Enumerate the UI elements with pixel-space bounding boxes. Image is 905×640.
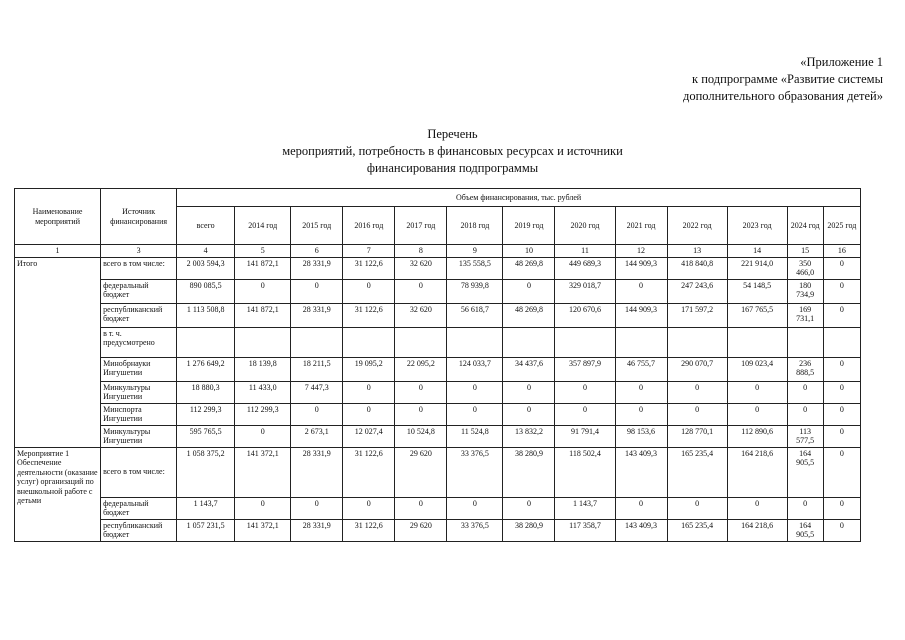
- amount-cell: 10 524,8: [395, 425, 447, 447]
- amount-cell: 144 909,3: [615, 303, 667, 327]
- column-number: 14: [727, 245, 787, 258]
- amount-cell: 38 280,9: [503, 447, 555, 497]
- amount-cell: [503, 327, 555, 357]
- column-number: 1: [15, 245, 101, 258]
- amount-cell: 890 085,5: [177, 279, 235, 303]
- amount-cell: [235, 327, 291, 357]
- amount-cell: 165 235,4: [667, 447, 727, 497]
- table-row: [15, 381, 861, 403]
- column-number: 5: [235, 245, 291, 258]
- amount-cell: 54 148,5: [727, 279, 787, 303]
- amount-cell: 112 299,3: [235, 403, 291, 425]
- table-row: [15, 425, 861, 447]
- activity-name: Мероприятие 1 Обеспечение деятельности (оказание услуг) организаций по внешкольной работе с детьми: [15, 447, 101, 541]
- amount-cell: 48 269,8: [503, 303, 555, 327]
- amount-cell: 98 153,6: [615, 425, 667, 447]
- amount-cell: [615, 327, 667, 357]
- column-number: 15: [787, 245, 823, 258]
- header-volume: Объем финансирования, тыс. рублей: [177, 189, 861, 207]
- amount-cell: [447, 327, 503, 357]
- amount-cell: [787, 327, 823, 357]
- funding-source: республиканский бюджет: [101, 303, 177, 327]
- heading-title: Перечень: [427, 127, 478, 141]
- amount-cell: [395, 327, 447, 357]
- amount-cell: 0: [615, 279, 667, 303]
- amount-cell: 418 840,8: [667, 257, 727, 279]
- amount-cell: 0: [823, 381, 860, 403]
- amount-cell: 0: [555, 403, 615, 425]
- amount-cell: [823, 327, 860, 357]
- header-year: 2016 год: [343, 207, 395, 245]
- amount-cell: 0: [727, 497, 787, 519]
- funding-source: Минкультуры Ингушетии: [101, 425, 177, 447]
- amount-cell: 33 376,5: [447, 519, 503, 541]
- amount-cell: 350 466,0: [787, 257, 823, 279]
- amount-cell: 22 095,2: [395, 357, 447, 381]
- amount-cell: 33 376,5: [447, 447, 503, 497]
- amount-cell: [667, 327, 727, 357]
- amount-cell: 1 113 508,8: [177, 303, 235, 327]
- column-number: 7: [343, 245, 395, 258]
- amount-cell: 167 765,5: [727, 303, 787, 327]
- amount-cell: [343, 327, 395, 357]
- amount-cell: 19 095,2: [343, 357, 395, 381]
- amount-cell: 595 765,5: [177, 425, 235, 447]
- document-heading: [0, 126, 905, 177]
- amount-cell: 29 620: [395, 519, 447, 541]
- amount-cell: 120 670,6: [555, 303, 615, 327]
- amount-cell: 31 122,6: [343, 519, 395, 541]
- amount-cell: 0: [343, 403, 395, 425]
- table-row: [15, 497, 861, 519]
- header-name: Наименование мероприятий: [15, 189, 101, 245]
- amount-cell: 169 731,1: [787, 303, 823, 327]
- header-year: 2017 год: [395, 207, 447, 245]
- amount-cell: 164 218,6: [727, 447, 787, 497]
- amount-cell: 0: [823, 357, 860, 381]
- amount-cell: 11 524,8: [447, 425, 503, 447]
- amount-cell: 29 620: [395, 447, 447, 497]
- amount-cell: 0: [667, 381, 727, 403]
- column-number: 9: [447, 245, 503, 258]
- amount-cell: 0: [823, 497, 860, 519]
- funding-source: федеральный бюджет: [101, 279, 177, 303]
- amount-cell: 0: [727, 381, 787, 403]
- amount-cell: 1 143,7: [555, 497, 615, 519]
- activity-name: Итого: [15, 257, 101, 447]
- amount-cell: 0: [447, 497, 503, 519]
- amount-cell: 2 003 594,3: [177, 257, 235, 279]
- appendix-line: «Приложение 1: [800, 55, 883, 69]
- amount-cell: [177, 327, 235, 357]
- amount-cell: 0: [823, 279, 860, 303]
- amount-cell: 0: [291, 403, 343, 425]
- amount-cell: 48 269,8: [503, 257, 555, 279]
- amount-cell: 165 235,4: [667, 519, 727, 541]
- amount-cell: 32 620: [395, 257, 447, 279]
- amount-cell: 34 437,6: [503, 357, 555, 381]
- amount-cell: 1 276 649,2: [177, 357, 235, 381]
- table-row: [15, 327, 861, 357]
- funding-source: республиканский бюджет: [101, 519, 177, 541]
- amount-cell: 1 058 375,2: [177, 447, 235, 497]
- amount-cell: 28 331,9: [291, 519, 343, 541]
- amount-cell: 0: [291, 497, 343, 519]
- table-row: [15, 279, 861, 303]
- column-number: 11: [555, 245, 615, 258]
- amount-cell: 0: [395, 403, 447, 425]
- heading-line: финансирования подпрограммы: [366, 161, 539, 175]
- amount-cell: 329 018,7: [555, 279, 615, 303]
- amount-cell: 0: [395, 497, 447, 519]
- amount-cell: 56 618,7: [447, 303, 503, 327]
- amount-cell: 0: [503, 279, 555, 303]
- amount-cell: 141 372,1: [235, 519, 291, 541]
- amount-cell: 0: [235, 279, 291, 303]
- column-number: 16: [823, 245, 860, 258]
- appendix-line: к подпрограмме «Развитие системы: [692, 72, 883, 86]
- amount-cell: 171 597,2: [667, 303, 727, 327]
- amount-cell: 7 447,3: [291, 381, 343, 403]
- amount-cell: 357 897,9: [555, 357, 615, 381]
- amount-cell: 0: [615, 381, 667, 403]
- amount-cell: 46 755,7: [615, 357, 667, 381]
- amount-cell: 135 558,5: [447, 257, 503, 279]
- amount-cell: [555, 327, 615, 357]
- table-row: [15, 447, 861, 497]
- funding-source: всего в том числе:: [101, 257, 177, 279]
- amount-cell: 0: [447, 403, 503, 425]
- amount-cell: 1 143,7: [177, 497, 235, 519]
- amount-cell: [727, 327, 787, 357]
- amount-cell: 12 027,4: [343, 425, 395, 447]
- amount-cell: 143 409,3: [615, 447, 667, 497]
- amount-cell: 0: [395, 279, 447, 303]
- amount-cell: 0: [343, 497, 395, 519]
- amount-cell: 143 409,3: [615, 519, 667, 541]
- amount-cell: 0: [615, 403, 667, 425]
- amount-cell: 38 280,9: [503, 519, 555, 541]
- amount-cell: 113 577,5: [787, 425, 823, 447]
- funding-source: федеральный бюджет: [101, 497, 177, 519]
- amount-cell: 18 211,5: [291, 357, 343, 381]
- table-row: [15, 403, 861, 425]
- header-year: 2024 год: [787, 207, 823, 245]
- column-number: 3: [101, 245, 177, 258]
- heading-line: мероприятий, потребность в финансовых ресурсах и источники: [282, 144, 623, 158]
- amount-cell: 128 770,1: [667, 425, 727, 447]
- table-row: [15, 357, 861, 381]
- amount-cell: 13 832,2: [503, 425, 555, 447]
- amount-cell: 180 734,9: [787, 279, 823, 303]
- header-year: 2015 год: [291, 207, 343, 245]
- amount-cell: 0: [823, 425, 860, 447]
- header-year: 2014 год: [235, 207, 291, 245]
- header-year: 2019 год: [503, 207, 555, 245]
- amount-cell: 0: [343, 381, 395, 403]
- amount-cell: 0: [727, 403, 787, 425]
- table-row: [15, 519, 861, 541]
- amount-cell: 0: [343, 279, 395, 303]
- funding-source: всего в том числе:: [101, 447, 177, 497]
- amount-cell: 112 890,6: [727, 425, 787, 447]
- amount-cell: 0: [823, 303, 860, 327]
- column-number: 6: [291, 245, 343, 258]
- amount-cell: 164 218,6: [727, 519, 787, 541]
- amount-cell: 0: [615, 497, 667, 519]
- column-number: 10: [503, 245, 555, 258]
- amount-cell: 28 331,9: [291, 257, 343, 279]
- funding-source: Минобрнауки Ингушетии: [101, 357, 177, 381]
- amount-cell: 0: [823, 447, 860, 497]
- amount-cell: 0: [395, 381, 447, 403]
- amount-cell: 31 122,6: [343, 257, 395, 279]
- amount-cell: 0: [823, 519, 860, 541]
- header-total: всего: [177, 207, 235, 245]
- amount-cell: 28 331,9: [291, 303, 343, 327]
- table-row: [15, 303, 861, 327]
- appendix-note: [683, 54, 883, 105]
- amount-cell: 0: [667, 403, 727, 425]
- amount-cell: 449 689,3: [555, 257, 615, 279]
- amount-cell: 0: [503, 497, 555, 519]
- amount-cell: 117 358,7: [555, 519, 615, 541]
- amount-cell: 141 872,1: [235, 257, 291, 279]
- amount-cell: 32 620: [395, 303, 447, 327]
- amount-cell: 236 888,5: [787, 357, 823, 381]
- amount-cell: 109 023,4: [727, 357, 787, 381]
- amount-cell: 0: [787, 403, 823, 425]
- financing-table: [14, 188, 861, 542]
- header-year: 2020 год: [555, 207, 615, 245]
- column-number: 12: [615, 245, 667, 258]
- amount-cell: 0: [291, 279, 343, 303]
- header-year: 2018 год: [447, 207, 503, 245]
- amount-cell: 112 299,3: [177, 403, 235, 425]
- amount-cell: 0: [503, 381, 555, 403]
- amount-cell: 118 502,4: [555, 447, 615, 497]
- header-year: 2025 год: [823, 207, 860, 245]
- amount-cell: 290 070,7: [667, 357, 727, 381]
- amount-cell: 31 122,6: [343, 303, 395, 327]
- amount-cell: 0: [555, 381, 615, 403]
- amount-cell: 18 139,8: [235, 357, 291, 381]
- column-number: 8: [395, 245, 447, 258]
- table-row: [15, 257, 861, 279]
- column-number-row: [15, 245, 861, 258]
- amount-cell: 164 905,5: [787, 447, 823, 497]
- amount-cell: 28 331,9: [291, 447, 343, 497]
- amount-cell: 2 673,1: [291, 425, 343, 447]
- appendix-line: дополнительного образования детей»: [683, 89, 883, 103]
- header-source: Источник финансирования: [101, 189, 177, 245]
- amount-cell: 144 909,3: [615, 257, 667, 279]
- amount-cell: 0: [447, 381, 503, 403]
- amount-cell: 124 033,7: [447, 357, 503, 381]
- amount-cell: 141 872,1: [235, 303, 291, 327]
- amount-cell: 11 433,0: [235, 381, 291, 403]
- amount-cell: 0: [787, 381, 823, 403]
- amount-cell: 18 880,3: [177, 381, 235, 403]
- amount-cell: 0: [667, 497, 727, 519]
- amount-cell: 221 914,0: [727, 257, 787, 279]
- amount-cell: 0: [235, 497, 291, 519]
- amount-cell: 0: [235, 425, 291, 447]
- amount-cell: 0: [823, 403, 860, 425]
- amount-cell: 0: [503, 403, 555, 425]
- funding-source: в т. ч. предусмотрено: [101, 327, 177, 357]
- funding-source: Минкультуры Ингушетии: [101, 381, 177, 403]
- amount-cell: 78 939,8: [447, 279, 503, 303]
- amount-cell: 0: [787, 497, 823, 519]
- header-year: 2021 год: [615, 207, 667, 245]
- amount-cell: 164 905,5: [787, 519, 823, 541]
- funding-source: Минспорта Ингушетии: [101, 403, 177, 425]
- amount-cell: 0: [823, 257, 860, 279]
- header-year: 2022 год: [667, 207, 727, 245]
- column-number: 13: [667, 245, 727, 258]
- amount-cell: 31 122,6: [343, 447, 395, 497]
- header-year: 2023 год: [727, 207, 787, 245]
- amount-cell: 91 791,4: [555, 425, 615, 447]
- amount-cell: 141 372,1: [235, 447, 291, 497]
- amount-cell: 1 057 231,5: [177, 519, 235, 541]
- column-number: 4: [177, 245, 235, 258]
- amount-cell: [291, 327, 343, 357]
- amount-cell: 247 243,6: [667, 279, 727, 303]
